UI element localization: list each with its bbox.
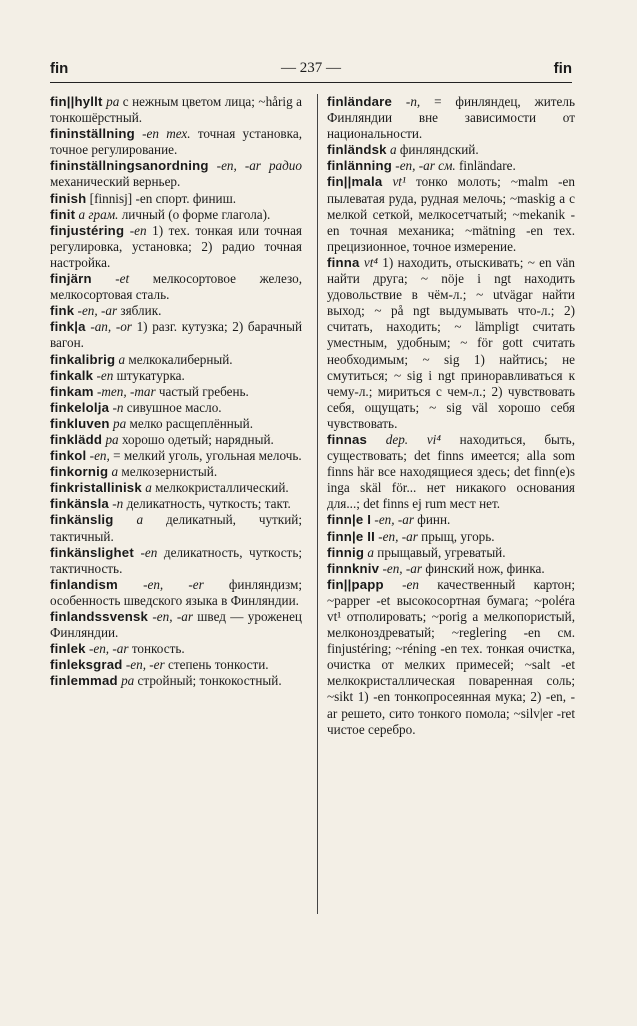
entry-grammar: -en, -ar <box>378 528 418 544</box>
entry-grammar: -an, -or <box>90 319 132 335</box>
entry-grammar: -en, -er <box>143 576 204 592</box>
entry-definition: качественный картон; ~papper -et высокосортная бумага; ~poléra vt¹ отполировать; ~porig a мелкопористый, мелконоздреватый; ~reglering -en см. finjustéring; ~réning -en тех. тонкая очистка, очистка от мелких примесей; ~salt -et мелкокристаллическая поваренная соль; ~sikt 1) -en тонкопросеянная мука; 2) -en, -ar решето, сито тонкого помола; ~silv|er -ret чистое серебро. <box>327 576 575 737</box>
entry-definition: 1) находить, отыскивать; ~ en vän найти друга; ~ nöje i ngt находить удовольствие в чём-л.; ~ utvägar найти выход; ~ på ngt выдумывать что-л.; 2) считать, находить; ~ lämpligt считать уместным, удобным; ~ för gott считать необходимым; ~ sig 1) найтись; не смутиться; ~ sig i ngt приноравливаться к чему-л.; мириться с чем-л.; 2) чувствовать себя, ощущать; ~ sig väl хорошо себя чувствовать. <box>327 254 576 431</box>
dictionary-entry <box>327 174 575 254</box>
entry-definition: сивушное масло. <box>123 399 222 415</box>
dictionary-entry <box>50 303 302 319</box>
dictionary-entry <box>327 432 575 512</box>
dictionary-entry <box>50 657 302 673</box>
dictionary-entry <box>327 577 575 738</box>
entry-grammar: -en, -ar радио <box>216 158 302 174</box>
dictionary-entry <box>327 142 575 158</box>
entry-grammar: a <box>118 351 126 367</box>
entry-definition: хорошо одетый; нарядный. <box>118 431 274 447</box>
entry-headword: fin||hyllt <box>50 94 103 109</box>
dictionary-entry <box>50 480 302 496</box>
dictionary-entry <box>50 271 302 303</box>
entry-grammar: pa <box>106 94 120 109</box>
entry-definition: [finnisj] -en спорт. финиш. <box>86 190 237 206</box>
entry-definition: мелкокристаллический. <box>151 480 289 496</box>
entry-headword: finlänning <box>327 158 392 174</box>
entry-grammar: -men, -mar <box>97 383 156 399</box>
dictionary-entry <box>50 512 302 544</box>
entry-definition: личный (о форме глагола). <box>118 206 271 222</box>
entry-definition: тонкость. <box>128 641 185 657</box>
dictionary-entry <box>50 448 302 464</box>
dictionary-entry <box>50 577 302 609</box>
entry-definition: частый гребень. <box>155 383 249 399</box>
entry-grammar: -n <box>112 399 124 415</box>
entry-headword: fininställning <box>50 126 135 142</box>
entry-definition: швед — уроженец Финляндии. <box>50 609 302 641</box>
dictionary-entry <box>50 207 302 223</box>
entry-grammar: -en <box>96 367 114 383</box>
entry-headword: finländare <box>327 94 393 109</box>
page-number: — 237 — <box>281 60 341 76</box>
entry-headword: finnas <box>327 431 368 447</box>
entry-headword: finlek <box>50 641 86 657</box>
entry-headword: finjustéring <box>50 222 125 238</box>
entry-grammar: -et <box>115 271 130 287</box>
entry-headword: finkänsla <box>50 496 109 512</box>
entry-definition: деликатность, чуткость; тактичность. <box>50 544 302 576</box>
entry-definition: тонко молоть; ~malm -en пылеватая руда, рудная мелочь; ~maskig a с мелкой сеткой, мелкосетчатый; ~mekanik -en точная механика; ~mätning -en тех. прецизионное, точное измерение. <box>327 174 575 254</box>
entry-definition: механический верньер. <box>50 174 181 190</box>
entry-definition: мелкозернистый. <box>118 464 218 480</box>
entry-definition: мелкокалиберный. <box>125 351 233 367</box>
entry-grammar: pa <box>121 673 135 689</box>
entry-definition: = финляндец, житель Финляндии вне зависимости от национальности. <box>327 94 575 142</box>
dictionary-entry <box>50 126 302 158</box>
entry-headword: fink <box>50 303 75 319</box>
entry-headword: fin||mala <box>327 174 383 190</box>
dictionary-entry <box>50 352 302 368</box>
entry-headword: finkristallinisk <box>50 480 142 496</box>
entry-grammar: -en, <box>89 448 110 464</box>
entry-grammar: vt¹ <box>392 174 406 190</box>
column-divider <box>317 94 318 914</box>
dictionary-entry <box>327 561 575 577</box>
dictionary-entry <box>327 545 575 561</box>
entry-headword: finnig <box>327 544 365 560</box>
entry-definition: финский нож, финка. <box>422 560 545 576</box>
entry-definition: мелко расщеплённый. <box>126 415 254 431</box>
entry-headword: finkalibrig <box>50 351 116 367</box>
entry-grammar: a <box>145 480 152 496</box>
entry-headword: fink|a <box>50 319 86 335</box>
dictionary-entry <box>327 158 575 174</box>
entry-grammar: -en тех. <box>142 126 191 142</box>
entry-headword: finländsk <box>327 142 387 158</box>
entry-headword: finlemmad <box>50 673 118 689</box>
right-column <box>327 94 575 738</box>
entry-definition: = мелкий уголь, угольная мелочь. <box>109 448 302 464</box>
entry-grammar: a <box>390 142 397 158</box>
entry-headword: finkol <box>50 448 87 464</box>
entry-grammar: a <box>111 464 119 480</box>
entry-definition: с нежным цветом лица; ~hårig a тонкошёрстный. <box>50 94 303 126</box>
entry-headword: finn|e II <box>327 528 375 544</box>
entry-headword: finkalk <box>50 367 94 383</box>
entry-definition: штукатурка. <box>113 367 185 383</box>
dictionary-entry <box>50 496 302 512</box>
entry-headword: finna <box>327 254 360 270</box>
header-right-guide-word: fin <box>553 60 572 77</box>
dictionary-entry <box>327 94 575 142</box>
dictionary-entry <box>50 158 302 190</box>
entry-grammar: a <box>136 512 144 528</box>
entry-headword: finn|e I <box>327 512 372 528</box>
entry-definition: прыщ, угорь. <box>417 528 495 544</box>
entry-headword: finlandssvensk <box>50 609 149 624</box>
entry-headword: finnkniv <box>327 560 380 576</box>
dictionary-entry <box>50 368 302 384</box>
entry-definition: финляндизм; особенность шведского языка в Финляндии. <box>50 576 303 608</box>
dictionary-entry <box>50 94 302 126</box>
entry-grammar: dep. vi⁴ <box>385 431 441 447</box>
entry-definition: точная установка, точное регулирование. <box>50 126 302 158</box>
entry-headword: finkornig <box>50 464 109 480</box>
dictionary-entry <box>327 512 575 528</box>
entry-headword: finkam <box>50 383 94 399</box>
dictionary-entry <box>50 191 302 207</box>
dictionary-entry <box>50 641 302 657</box>
entry-grammar: a грам. <box>78 206 119 222</box>
dictionary-entry <box>327 529 575 545</box>
dictionary-entry <box>50 673 302 689</box>
dictionary-entry <box>50 400 302 416</box>
dictionary-entry <box>50 432 302 448</box>
dictionary-entry <box>50 464 302 480</box>
entry-headword: fininställningsanordning <box>50 158 209 174</box>
entry-grammar: pa <box>105 431 119 447</box>
entry-definition: деликатный, чуткий; тактичный. <box>50 512 302 544</box>
entry-definition: деликатность, чуткость; такт. <box>123 496 291 512</box>
header-rule <box>50 82 572 83</box>
entry-definition: 1) разг. кутузка; 2) барачный вагон. <box>50 319 302 351</box>
entry-headword: finkelolja <box>50 399 110 415</box>
entry-headword: finklädd <box>50 431 103 447</box>
dictionary-entry <box>50 223 302 271</box>
dictionary-entry <box>50 319 302 351</box>
page-header <box>50 60 572 80</box>
entry-definition: находиться, быть, существовать; det finns имеется; alla som finns här все находящиеся здесь; det finn(e)s inga skäl för... нет никакого основания для...; det finns ej rum мест нет. <box>327 431 575 512</box>
entry-grammar: vt⁴ <box>363 254 378 270</box>
left-column <box>50 94 302 689</box>
entry-grammar: -n, <box>405 94 421 109</box>
dictionary-entry <box>50 416 302 432</box>
entry-headword: finkänslig <box>50 512 114 528</box>
entry-definition: степень тонкости. <box>164 657 269 673</box>
entry-headword: finkänslighet <box>50 544 134 560</box>
entry-grammar: -en, -ar <box>77 303 118 319</box>
entry-definition: 1) тех. тонкая или точная регулировка, установка; 2) радио точная настройка. <box>50 222 302 270</box>
entry-definition: finländare. <box>455 158 516 174</box>
entry-definition: финн. <box>413 512 451 528</box>
entry-grammar: -n <box>112 496 124 512</box>
entry-definition: прыщавый, угреватый. <box>373 544 506 560</box>
dictionary-entry <box>50 384 302 400</box>
entry-grammar: pa <box>113 415 127 431</box>
entry-grammar: -en, -ar <box>382 560 423 576</box>
entry-headword: finjärn <box>50 271 92 287</box>
entry-grammar: -en, -ar <box>374 512 414 528</box>
dictionary-entry <box>327 255 575 432</box>
entry-headword: finlandism <box>50 576 118 592</box>
entry-grammar: -en, -er <box>125 657 165 673</box>
dictionary-entry <box>50 609 302 641</box>
entry-headword: fin||papp <box>327 576 384 592</box>
entry-definition: мелкосортовое железо, мелкосортовая сталь. <box>50 271 302 303</box>
entry-grammar: -en, -ar <box>152 609 193 624</box>
entry-grammar: -en <box>140 544 158 560</box>
entry-grammar: -en, -ar см. <box>395 158 456 174</box>
entry-definition: финляндский. <box>396 142 479 158</box>
entry-headword: finleksgrad <box>50 657 123 673</box>
entry-grammar: -en, -ar <box>88 641 129 657</box>
entry-grammar: -en <box>129 222 147 238</box>
entry-headword: finit <box>50 206 76 222</box>
dictionary-entry <box>50 545 302 577</box>
entry-definition: зяблик. <box>117 303 162 319</box>
entry-headword: finkluven <box>50 415 110 431</box>
entry-definition: стройный; тонкокостный. <box>134 673 282 689</box>
entry-grammar: a <box>367 544 374 560</box>
entry-grammar: -en <box>402 576 419 592</box>
entry-headword: finish <box>50 190 87 206</box>
header-left-guide-word: fin <box>50 60 69 77</box>
